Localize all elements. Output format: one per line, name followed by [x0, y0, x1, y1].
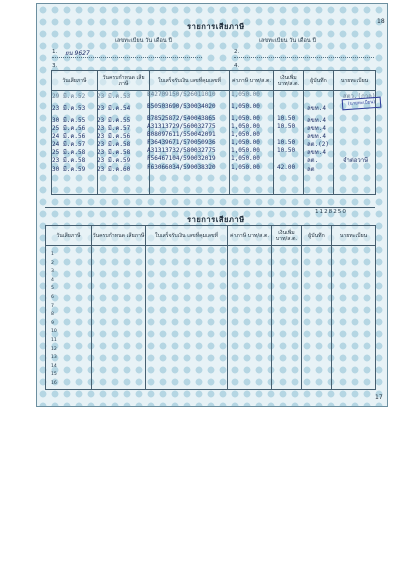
lower-row-number: 10 [51, 329, 57, 335]
col-pay-date-header-lower: วันเสียภาษี [46, 226, 92, 246]
lower-row-number: 12 [51, 346, 57, 352]
cell-tax: 1,050.00 [231, 131, 260, 138]
lower-row-number: 6 [51, 295, 54, 300]
cell-tax: 1,050.00 [231, 164, 260, 171]
cell-surcharge: 42.00 [277, 164, 296, 171]
cell-recorder: ลขท.4 [307, 117, 326, 124]
cell-recorder: ลขท.4 [307, 133, 326, 140]
cell-tax: 1,050.00 [231, 103, 260, 110]
header-slot-2: 2. [234, 49, 240, 55]
cell-tax: 1,050.00 [231, 123, 260, 130]
cell-pay-date: 25 มี.ค.58 [52, 149, 86, 156]
cell-due-date: 23 มี.ค.55 [97, 117, 131, 124]
cell-due-date: 23 มี.ค.60 [97, 166, 131, 173]
header-slot-3: 3. [52, 63, 58, 69]
cell-recorder: ลต. [307, 157, 319, 164]
header-slot-1: 1. [52, 49, 58, 55]
cell-due-date: 23 มี.ค.56 [97, 133, 131, 140]
lower-row-number: 7 [51, 303, 54, 309]
cell-surcharge: 10.50 [277, 139, 296, 146]
header-left-label: เลขทะเบียน วัน เดือน ปี [115, 38, 172, 44]
cell-recorder: ลขท.4 [307, 149, 326, 156]
cell-due-date: 23 มี.ค.58 [97, 149, 131, 156]
col-due-date-header-lower: วันครบกำหนด เสียภาษี [92, 226, 146, 246]
registration-book-page [36, 3, 388, 407]
cell-pay-date: 24 มี.ค.57 [52, 141, 86, 148]
cell-receipt: F36439671/570050936 [147, 139, 216, 146]
lower-row-number: 14 [51, 363, 57, 369]
cell-receipt: E42709150/526011010 [147, 91, 216, 98]
col-due-date-header: วันครบกำหนด เสียภาษี [98, 71, 150, 91]
header-right-label: เลขทะเบียน วัน เดือน ปี [259, 38, 316, 44]
cell-recorder: ลต.(2) [307, 141, 330, 148]
col-receipt-header-lower: ใบเสร็จรับเงิน เลขที่คุมเลขที่ [146, 226, 228, 246]
lower-row-number: 2 [51, 260, 54, 266]
cell-pay-date: 24 มี.ค.56 [52, 133, 86, 140]
cell-due-date: 23 มี.ค.58 [97, 141, 131, 148]
cell-due-date: 23 มี.ค.53 [97, 93, 131, 100]
section-title-upper: รายการเสียภาษี [187, 22, 245, 31]
lower-row-number: 11 [51, 338, 57, 343]
lower-row-number: 4 [51, 277, 54, 283]
cell-pay-date: 23 มี.ค.53 [52, 105, 86, 112]
mid-marker: 1128250 [315, 209, 347, 215]
cell-receipt: A31313729/560032775 [147, 123, 216, 130]
page-number-bottom: 17 [375, 394, 383, 401]
lower-row-number: 3 [51, 269, 54, 275]
lower-row-numbers [37, 4, 389, 408]
col-surcharge-header: เงินเพิ่ม บาท/ส.ต. [274, 71, 304, 91]
col-registrar-header-lower: นายทะเบียน [332, 226, 376, 246]
lower-row-number: 16 [51, 381, 57, 386]
col-receipt-header: ใบเสร็จรับเงิน เลขที่คุมเลขที่ [150, 71, 230, 91]
lower-row-number: 13 [51, 355, 57, 361]
col-tax-header-lower: ค่าภาษี บาท/ส.ต. [228, 226, 272, 246]
cell-pay-date: 30 มี.ค.55 [52, 117, 86, 124]
cell-pay-date: 30 มี.ค.59 [52, 166, 86, 173]
col-pay-date-header: วันเสียภาษี [52, 71, 98, 91]
cell-surcharge: 10.50 [277, 147, 296, 154]
cell-due-date: 23 มี.ค.59 [97, 157, 131, 164]
cell-due-date: 23 มี.ค.54 [97, 105, 131, 112]
cell-recorder: ลขท.4 [307, 125, 326, 132]
header-slot-1-value: ยน 9627 [65, 50, 90, 57]
lower-row-number: 15 [51, 372, 57, 378]
cell-surcharge: 10.50 [277, 123, 296, 130]
cell-pay-date: 25 มี.ค.56 [52, 125, 86, 132]
col-recorder-header: ผู้บันทึก [304, 71, 334, 91]
cell-receipt: F63066034/590038320 [147, 164, 216, 171]
lower-row-number: 5 [51, 286, 54, 292]
cell-pay-date: 23 มี.ค.58 [52, 157, 86, 164]
lower-row-number: 9 [51, 320, 54, 326]
cell-tax: 1,050.00 [231, 147, 260, 154]
header-slot-4: 4. [234, 63, 240, 69]
lower-row-number: 8 [51, 312, 54, 318]
section-title-lower: รายการเสียภาษี [187, 215, 245, 224]
cell-surcharge: 10.50 [277, 115, 296, 122]
cell-pay-date: 29 มี.ค.52 [52, 93, 86, 100]
cell-receipt: A31313732/580032775 [147, 147, 216, 154]
registrar-stamp: (นายทะเบียน) [342, 97, 382, 111]
page-number-top: 18 [377, 18, 385, 25]
col-registrar-header: นายทะเบียน [334, 71, 376, 91]
cell-recorder: ลต [307, 166, 315, 173]
cell-registrar: จำต่อวาษี [343, 157, 369, 164]
cell-receipt: B50503690/530034020 [147, 103, 216, 110]
cell-receipt: B08097611/550042091 [147, 131, 216, 138]
cell-receipt: F56467104/590032019 [147, 155, 216, 162]
cell-tax: 1,050.00 [231, 139, 260, 146]
cell-registrar: สตว.(กาล) [343, 93, 376, 100]
lower-row-number: 1 [51, 252, 54, 257]
cell-recorder: ลขท.4 [307, 105, 326, 112]
cell-receipt: B78525872/540043865 [147, 115, 216, 122]
col-surcharge-header-lower: เงินเพิ่ม บาท/ส.ต. [272, 226, 302, 246]
cell-due-date: 23 มี.ค.57 [97, 125, 131, 132]
cell-tax: 1,050.00 [231, 155, 260, 162]
cell-tax: 1,050.00 [231, 91, 260, 98]
col-tax-header: ค่าภาษี บาท/ส.ต. [230, 71, 274, 91]
col-recorder-header-lower: ผู้บันทึก [302, 226, 332, 246]
cell-tax: 1,050.00 [231, 115, 260, 122]
